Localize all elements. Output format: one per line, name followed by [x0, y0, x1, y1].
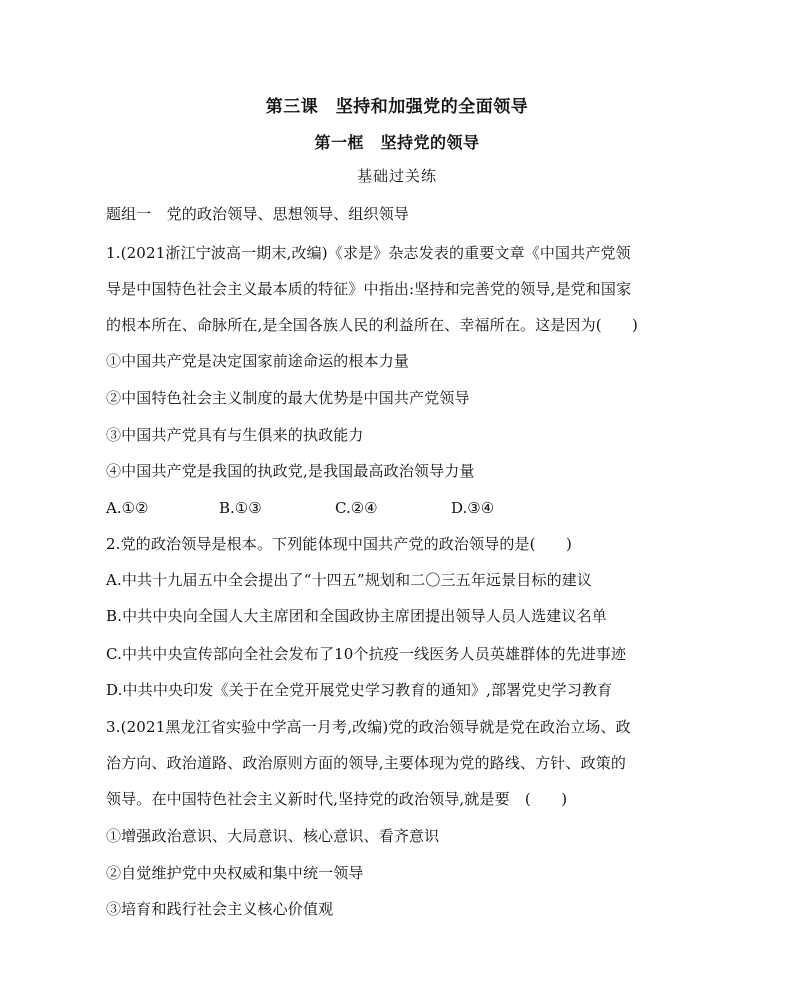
- q3-stem-line: 领导。在中国特色社会主义新时代,坚持党的政治领导,就是要 ( ): [106, 790, 568, 808]
- q2-stem: 2.党的政治领导是根本。下列能体现中国共产党的政治领导的是( ): [106, 535, 572, 553]
- q3-item: ②自觉维护党中央权威和集中统一领导: [106, 864, 364, 882]
- q1-option-a: A.①②: [106, 499, 149, 517]
- q1-item: ②中国特色社会主义制度的最大优势是中国共产党领导: [106, 389, 470, 407]
- q1-item: ①中国共产党是决定国家前途命运的根本力量: [106, 352, 410, 370]
- q1-stem-line: 1.(2021浙江宁波高一期末,改编)《求是》杂志发表的重要文章《中国共产党领: [106, 244, 631, 262]
- q3-item: ③培育和践行社会主义核心价值观: [106, 900, 334, 918]
- q1-option-d: D.③④: [451, 499, 495, 517]
- q2-option-a: A.中共十九届五中全会提出了“十四五”规划和二〇三五年远景目标的建议: [106, 571, 593, 589]
- practice-heading: 基础过关练: [356, 167, 437, 185]
- q1-item: ③中国共产党具有与生俱来的执政能力: [106, 426, 364, 444]
- q2-option-b: B.中共中央向全国人大主席团和全国政协主席团提出领导人员人选建议名单: [106, 607, 607, 625]
- q1-stem-line: 的根本所在、命脉所在,是全国各族人民的利益所在、幸福所在。这是因为( ): [106, 316, 639, 334]
- q1-stem-line: 导是中国特色社会主义最本质的特征》中指出:坚持和完善党的领导,是党和国家: [106, 280, 632, 298]
- q1-options: [106, 497, 696, 519]
- q2-option-d: D.中共中央印发《关于在全党开展党史学习教育的通知》,部署党史学习教育: [106, 681, 613, 699]
- lesson-title: 第三课 坚持和加强党的全面领导: [265, 97, 529, 117]
- q1-item: ④中国共产党是我国的执政党,是我国最高政治领导力量: [106, 462, 475, 480]
- q3-stem-line: 3.(2021黑龙江省实验中学高一月考,改编)党的政治领导就是党在政治立场、政: [106, 718, 631, 736]
- group-heading: 题组一 党的政治领导、思想领导、组织领导: [106, 205, 410, 223]
- q3-stem-line: 治方向、政治道路、政治原则方面的领导,主要体现为党的路线、方针、政策的: [106, 754, 627, 772]
- q3-item: ①增强政治意识、大局意识、核心意识、看齐意识: [106, 827, 440, 845]
- section-title: 第一框 坚持党的领导: [314, 133, 480, 152]
- q1-option-b: B.①③: [219, 499, 262, 517]
- q1-option-c: C.②④: [335, 499, 378, 517]
- q2-option-c: C.中共中央宣传部向全社会发布了10个抗疫一线医务人员英雄群体的先进事迹: [106, 645, 627, 663]
